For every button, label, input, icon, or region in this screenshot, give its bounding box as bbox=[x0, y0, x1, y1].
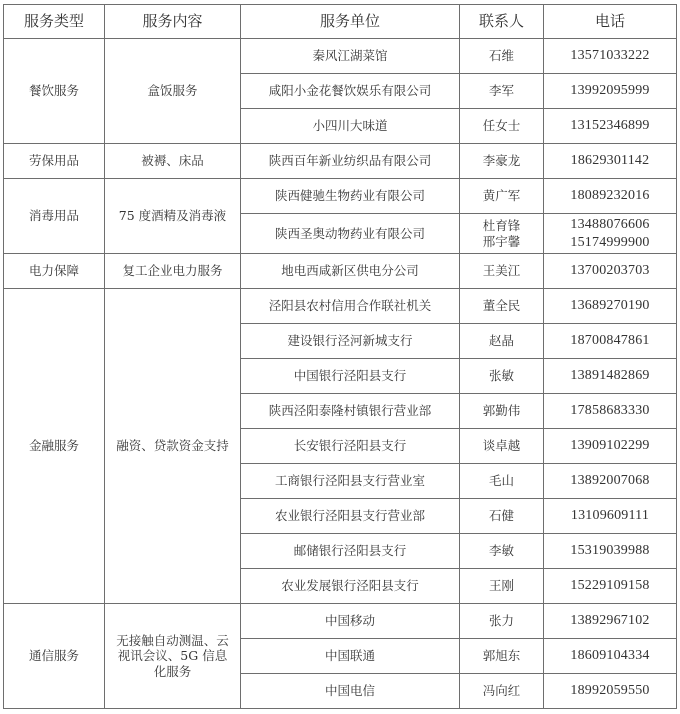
phone-cell: 18609104334 bbox=[544, 639, 677, 674]
contact-cell: 张敏 bbox=[460, 359, 544, 394]
phone-cell: 13909102299 bbox=[544, 429, 677, 464]
phone-cell: 13152346899 bbox=[544, 109, 677, 144]
phone-cell: 18089232016 bbox=[544, 179, 677, 214]
contact-cell: 王刚 bbox=[460, 569, 544, 604]
phone-line: 13488076606 bbox=[570, 217, 650, 232]
service-type-cell: 消毒用品 bbox=[4, 179, 105, 254]
phone-cell bbox=[544, 214, 677, 254]
header-service-unit: 服务单位 bbox=[241, 5, 460, 39]
contact-cell: 毛山 bbox=[460, 464, 544, 499]
service-unit-cell: 工商银行泾阳县支行营业室 bbox=[241, 464, 460, 499]
contact-cell: 李军 bbox=[460, 74, 544, 109]
contact-cell: 任女士 bbox=[460, 109, 544, 144]
phone-cell: 13892007068 bbox=[544, 464, 677, 499]
table-row bbox=[4, 289, 677, 324]
service-unit-cell: 邮储银行泾阳县支行 bbox=[241, 534, 460, 569]
phone-cell: 18700847861 bbox=[544, 324, 677, 359]
service-content-cell: 被褥、床品 bbox=[105, 144, 241, 179]
phone-cell: 17858683330 bbox=[544, 394, 677, 429]
service-unit-cell: 中国银行泾阳县支行 bbox=[241, 359, 460, 394]
service-unit-cell: 农业发展银行泾阳县支行 bbox=[241, 569, 460, 604]
service-directory-table bbox=[3, 4, 677, 709]
contact-cell: 石健 bbox=[460, 499, 544, 534]
phone-cell: 13700203703 bbox=[544, 254, 677, 289]
phone-cell: 15229109158 bbox=[544, 569, 677, 604]
contact-cell: 李豪龙 bbox=[460, 144, 544, 179]
service-unit-cell: 陕西百年新业纺织品有限公司 bbox=[241, 144, 460, 179]
contact-line: 邢宇馨 bbox=[482, 233, 521, 249]
service-unit-cell: 农业银行泾阳县支行营业部 bbox=[241, 499, 460, 534]
service-type-cell: 通信服务 bbox=[4, 604, 105, 709]
contact-cell: 冯向红 bbox=[460, 674, 544, 709]
service-unit-cell: 泾阳县农村信用合作联社机关 bbox=[241, 289, 460, 324]
service-content-cell: 75 度酒精及消毒液 bbox=[105, 179, 241, 254]
service-content-cell: 复工企业电力服务 bbox=[105, 254, 241, 289]
header-service-type: 服务类型 bbox=[4, 5, 105, 39]
table-row bbox=[4, 144, 677, 179]
table-row bbox=[4, 254, 677, 289]
table-row bbox=[4, 604, 677, 639]
table-row bbox=[4, 179, 677, 214]
phone-cell: 15319039988 bbox=[544, 534, 677, 569]
contact-cell: 郭勤伟 bbox=[460, 394, 544, 429]
service-unit-cell: 小四川大味道 bbox=[241, 109, 460, 144]
phone-cell: 13571033222 bbox=[544, 39, 677, 74]
service-unit-cell: 陕西泾阳泰隆村镇银行营业部 bbox=[241, 394, 460, 429]
contact-cell: 李敏 bbox=[460, 534, 544, 569]
phone-cell: 18629301142 bbox=[544, 144, 677, 179]
phone-cell: 13892967102 bbox=[544, 604, 677, 639]
contact-cell: 王美江 bbox=[460, 254, 544, 289]
service-unit-cell: 中国移动 bbox=[241, 604, 460, 639]
header-service-content: 服务内容 bbox=[105, 5, 241, 39]
service-unit-cell: 中国电信 bbox=[241, 674, 460, 709]
service-type-cell: 劳保用品 bbox=[4, 144, 105, 179]
header-phone: 电话 bbox=[544, 5, 677, 39]
service-unit-cell: 咸阳小金花餐饮娱乐有限公司 bbox=[241, 74, 460, 109]
service-unit-cell: 陕西健驰生物药业有限公司 bbox=[241, 179, 460, 214]
service-unit-cell: 中国联通 bbox=[241, 639, 460, 674]
table-header-row bbox=[4, 5, 677, 39]
service-unit-cell: 陕西圣奥动物药业有限公司 bbox=[241, 214, 460, 254]
service-type-cell: 电力保障 bbox=[4, 254, 105, 289]
service-content-cell: 无接触自动测温、云视讯会议、5G 信息化服务 bbox=[105, 604, 241, 709]
contact-cell: 黄广军 bbox=[460, 179, 544, 214]
service-unit-cell: 长安银行泾阳县支行 bbox=[241, 429, 460, 464]
phone-cell: 13689270190 bbox=[544, 289, 677, 324]
contact-cell: 张力 bbox=[460, 604, 544, 639]
phone-cell: 18992059550 bbox=[544, 674, 677, 709]
contact-line: 杜育锋 bbox=[482, 217, 521, 233]
contact-cell: 石维 bbox=[460, 39, 544, 74]
service-unit-cell: 秦风江湖菜馆 bbox=[241, 39, 460, 74]
service-content-cell: 融资、贷款资金支持 bbox=[105, 289, 241, 604]
phone-cell: 13109609111 bbox=[544, 499, 677, 534]
phone-line: 15174999900 bbox=[570, 234, 650, 250]
contact-cell: 谈卓越 bbox=[460, 429, 544, 464]
contact-cell: 郭旭东 bbox=[460, 639, 544, 674]
service-content-cell: 盒饭服务 bbox=[105, 39, 241, 144]
phone-cell: 13992095999 bbox=[544, 74, 677, 109]
phone-cell: 13891482869 bbox=[544, 359, 677, 394]
header-contact-person: 联系人 bbox=[460, 5, 544, 39]
contact-cell: 董全民 bbox=[460, 289, 544, 324]
service-type-cell: 餐饮服务 bbox=[4, 39, 105, 144]
table-row bbox=[4, 39, 677, 74]
service-unit-cell: 地电西咸新区供电分公司 bbox=[241, 254, 460, 289]
service-type-cell: 金融服务 bbox=[4, 289, 105, 604]
contact-cell: 赵晶 bbox=[460, 324, 544, 359]
contact-cell bbox=[460, 214, 544, 254]
service-unit-cell: 建设银行泾河新城支行 bbox=[241, 324, 460, 359]
